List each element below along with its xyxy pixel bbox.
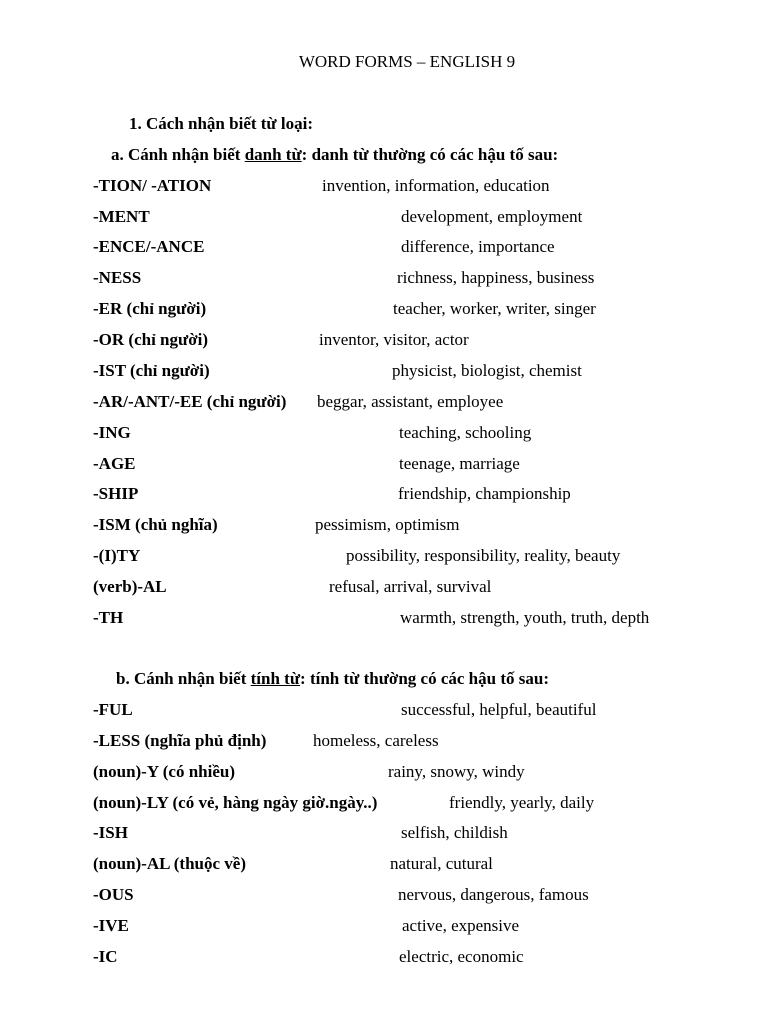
example-words: difference, importance (401, 237, 555, 256)
example-words: warmth, strength, youth, truth, depth (400, 608, 650, 627)
suffix-label: -ISH (93, 823, 128, 842)
suffix-label: -ISM (chủ nghĩa) (93, 515, 218, 534)
example-words: pessimism, optimism (315, 515, 460, 534)
suffix-label: -AR/-ANT/-EE (chỉ người) (93, 392, 287, 411)
example-words: rainy, snowy, windy (388, 762, 525, 781)
example-words: refusal, arrival, survival (329, 577, 492, 596)
suffix-label: -ENCE/-ANCE (93, 237, 205, 256)
example-words: electric, economic (399, 947, 524, 966)
example-words: active, expensive (402, 916, 520, 935)
suffix-label: -TION/ -ATION (93, 176, 212, 195)
suffix-label: (noun)-Y (có nhiều) (93, 762, 235, 781)
suffix-label: -LESS (nghĩa phủ định) (93, 731, 267, 750)
example-words: nervous, dangerous, famous (398, 885, 589, 904)
example-words: inventor, visitor, actor (319, 330, 469, 349)
suffix-label: -OR (chỉ người) (93, 330, 208, 349)
example-words: teenage, marriage (399, 454, 520, 473)
example-words: natural, cutural (390, 854, 493, 873)
suffix-label: -NESS (93, 268, 142, 287)
suffix-label: (noun)-AL (thuộc về) (93, 854, 247, 873)
suffix-label: -SHIP (93, 484, 139, 503)
section-heading: 1. Cách nhận biết từ loại: (129, 114, 313, 133)
example-words: invention, information, education (322, 176, 550, 195)
suffix-label: -IC (93, 947, 118, 966)
adjective-subheading-suffix: : tính từ thường có các hậu tố sau: (300, 669, 549, 688)
suffix-label: -FUL (93, 700, 133, 719)
adjective-subheading-prefix: b. Cánh nhận biết (116, 669, 251, 688)
example-words: homeless, careless (313, 731, 439, 750)
suffix-label: -MENT (93, 207, 150, 226)
suffix-label: -(I)TY (93, 546, 141, 565)
example-words: beggar, assistant, employee (317, 392, 504, 411)
suffix-label: -ING (93, 423, 131, 442)
noun-subheading-suffix: : danh từ thường có các hậu tố sau: (301, 145, 559, 164)
suffix-label: (verb)-AL (93, 577, 167, 596)
document-title: WORD FORMS – ENGLISH 9 (298, 52, 516, 71)
example-words: possibility, responsibility, reality, beauty (346, 546, 621, 565)
suffix-label: -IVE (93, 916, 129, 935)
adjective-term: tính từ (250, 669, 301, 688)
example-words: physicist, biologist, chemist (392, 361, 582, 380)
suffix-label: -TH (93, 608, 124, 627)
suffix-label: (noun)-LY (có vẻ, hàng ngày giờ.ngày..) (93, 793, 378, 812)
noun-term: danh từ (244, 145, 302, 164)
example-words: development, employment (401, 207, 583, 226)
adjective-subheading (116, 669, 549, 689)
example-words: richness, happiness, business (397, 268, 595, 287)
example-words: friendship, championship (398, 484, 571, 503)
suffix-label: -ER (chỉ người) (93, 299, 207, 318)
example-words: teaching, schooling (399, 423, 532, 442)
suffix-label: -AGE (93, 454, 136, 473)
noun-subheading (111, 145, 558, 165)
suffix-label: -OUS (93, 885, 134, 904)
example-words: successful, helpful, beautiful (401, 700, 597, 719)
suffix-label: -IST (chỉ người) (93, 361, 210, 380)
example-words: teacher, worker, writer, singer (393, 299, 596, 318)
example-words: selfish, childish (401, 823, 508, 842)
noun-subheading-prefix: a. Cánh nhận biết (111, 145, 245, 164)
example-words: friendly, yearly, daily (449, 793, 595, 812)
